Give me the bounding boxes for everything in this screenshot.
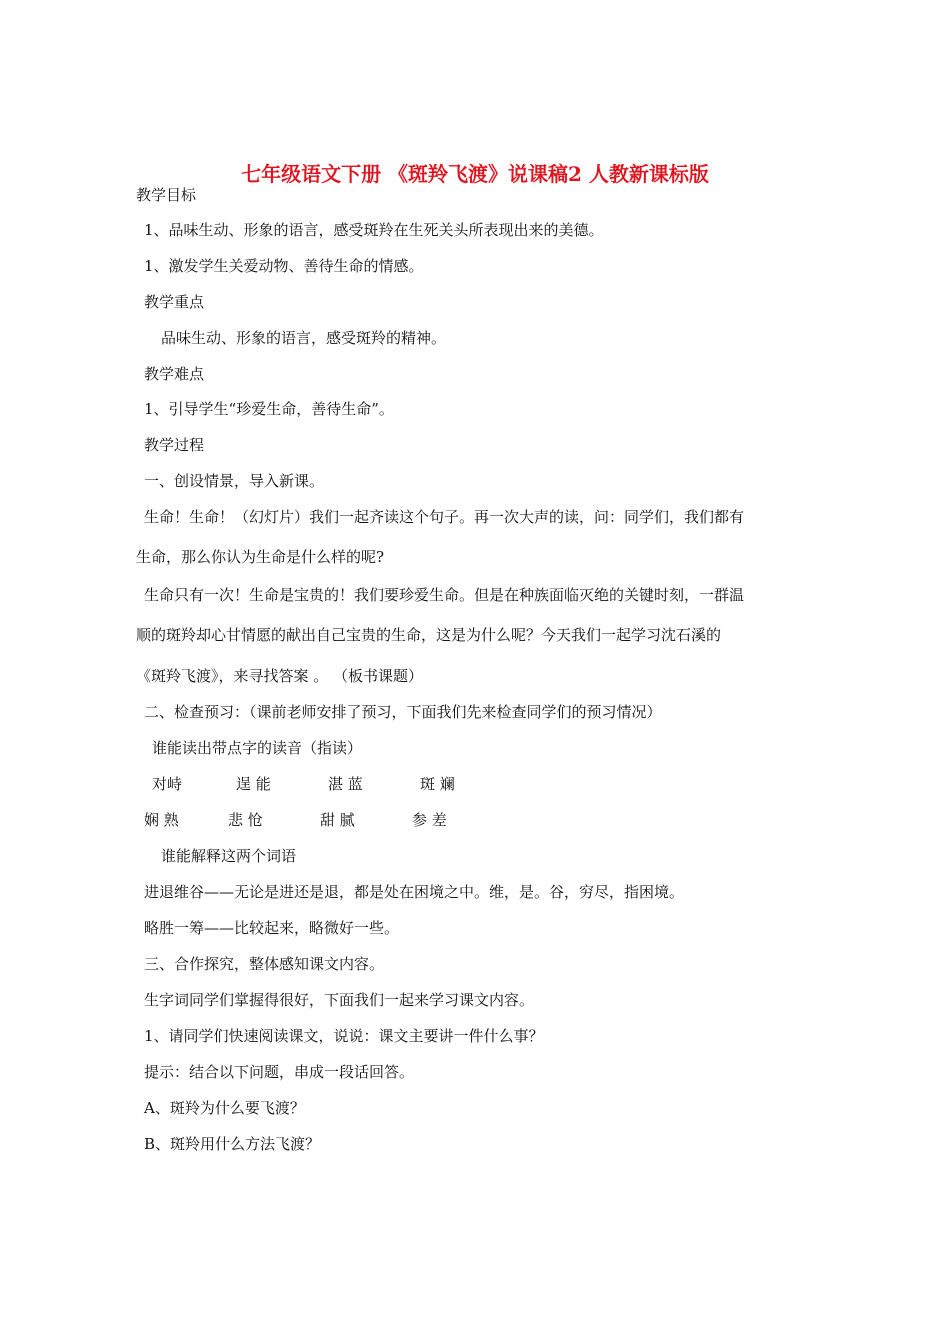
paragraph: 品味生动、形象的语言，感受斑羚的精神。 bbox=[161, 329, 447, 347]
paragraph: A、斑羚为什么要飞渡？ bbox=[144, 1099, 305, 1117]
paragraph: 谁能读出带点字的读音（指读） bbox=[152, 739, 363, 757]
vocab-item: 湛 蓝 bbox=[328, 775, 363, 793]
section-heading: 教学重点 bbox=[144, 293, 205, 311]
vocab-item: 参 差 bbox=[412, 811, 447, 829]
paragraph: 1、引导学生“珍爱生命，善待生命”。 bbox=[144, 400, 394, 418]
document-title: 七年级语文下册 《斑羚飞渡》说课稿2 人教新课标版 bbox=[241, 162, 709, 186]
paragraph: 生命只有一次！生命是宝贵的！我们要珍爱生命。但是在种族面临灭绝的关键时刻，一群温 bbox=[144, 586, 745, 604]
paragraph: 略胜一筹——比较起来，略微好一些。 bbox=[144, 919, 400, 937]
paragraph: 一、创设情景，导入新课。 bbox=[144, 472, 325, 490]
paragraph: 生命，那么你认为生命是什么样的呢? bbox=[136, 548, 385, 566]
paragraph: 《斑羚飞渡》，来寻找答案 。 （板书课题） bbox=[136, 667, 424, 685]
vocab-item: 逞 能 bbox=[236, 775, 271, 793]
vocab-item: 悲 怆 bbox=[228, 811, 263, 829]
paragraph: 谁能解释这两个词语 bbox=[161, 847, 297, 865]
section-heading: 教学难点 bbox=[144, 365, 205, 383]
paragraph: 二、检查预习：（课前老师安排了预习，下面我们先来检查同学们的预习情况） bbox=[144, 703, 662, 721]
vocab-item: 甜 腻 bbox=[320, 811, 355, 829]
vocab-item: 娴 熟 bbox=[144, 811, 179, 829]
paragraph: 生字词同学们掌握得很好，下面我们一起来学习课文内容。 bbox=[144, 991, 535, 1009]
paragraph: 1、请同学们快速阅读课文，说说：课文主要讲一件什么事？ bbox=[144, 1027, 544, 1045]
paragraph: 1、品味生动、形象的语言，感受斑羚在生死关头所表现出来的美德。 bbox=[144, 221, 604, 239]
vocab-item: 斑 斓 bbox=[420, 775, 455, 793]
paragraph: B、斑羚用什么方法飞渡？ bbox=[144, 1135, 321, 1153]
paragraph: 三、合作探究，整体感知课文内容。 bbox=[144, 955, 385, 973]
paragraph: 教学目标 bbox=[136, 186, 197, 204]
paragraph: 生命！生命！（幻灯片）我们一起齐读这个句子。再一次大声的读，问：同学们，我们都有 bbox=[144, 508, 745, 526]
paragraph: 进退维谷——无论是进还是退，都是处在困境之中。维，是。谷，穷尽，指困境。 bbox=[144, 883, 685, 901]
paragraph: 顺的斑羚却心甘情愿的献出自己宝贵的生命，这是为什么呢？今天我们一起学习沈石溪的 bbox=[136, 626, 722, 644]
section-heading: 教学过程 bbox=[144, 436, 205, 454]
paragraph: 1、激发学生关爱动物、善待生命的情感。 bbox=[144, 257, 424, 275]
paragraph: 提示：结合以下问题，串成一段话回答。 bbox=[144, 1063, 415, 1081]
vocab-item: 对峙 bbox=[152, 775, 183, 793]
